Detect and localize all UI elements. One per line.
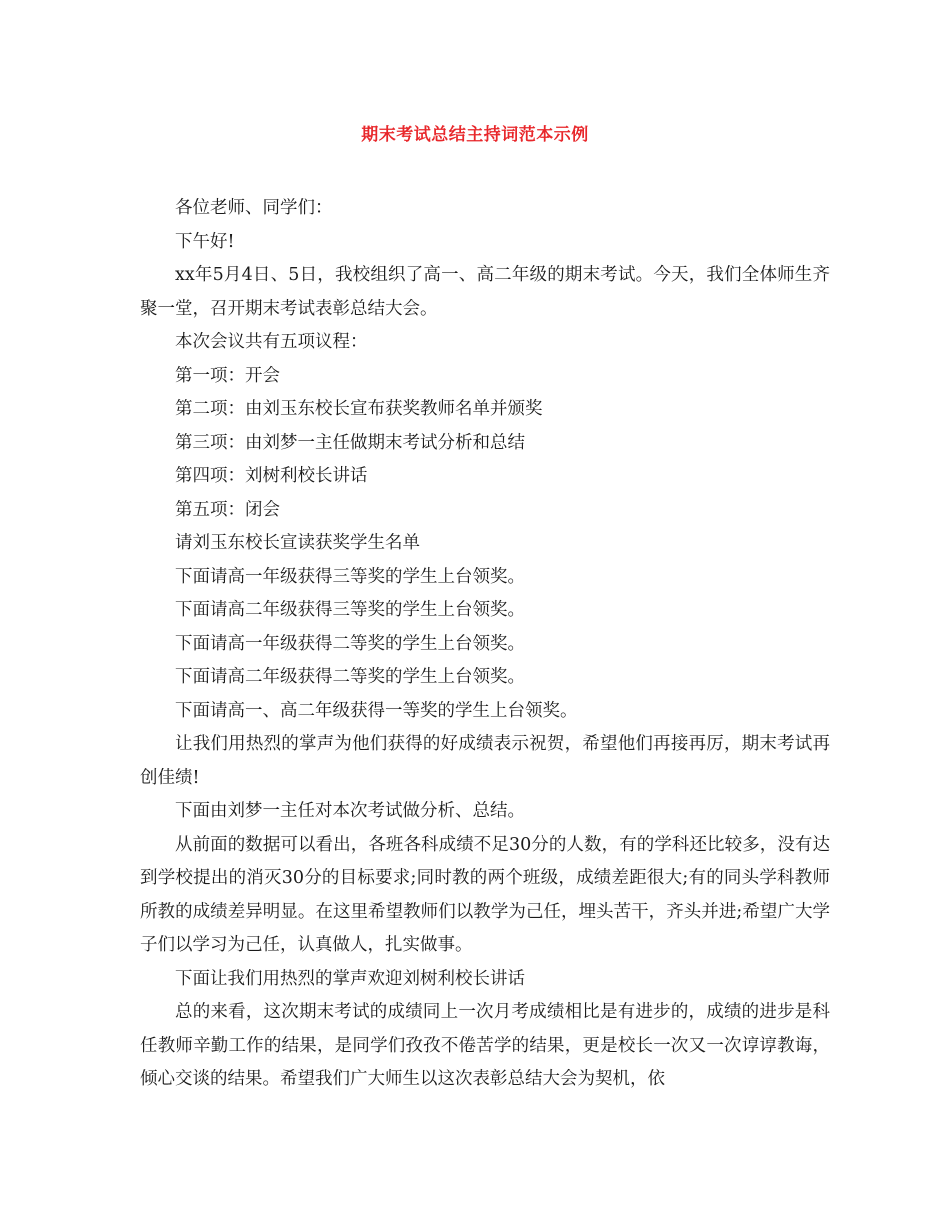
- document-title: 期末考试总结主持词范本示例: [361, 125, 589, 145]
- paragraph-student-list: 请刘玉东校长宣读获奖学生名单: [175, 533, 420, 553]
- paragraph-greeting: 各位老师、同学们：: [175, 198, 333, 218]
- agenda-item-5: 第五项：闭会: [175, 499, 280, 520]
- document-body: [140, 192, 830, 1097]
- agenda-item-1: 第一项：开会: [175, 365, 280, 386]
- agenda-item-4: 第四项：刘树利校长讲话: [175, 466, 368, 486]
- paragraph-congratulations: 让我们用热烈的掌声为他们获得的好成绩表示祝贺，希望他们再接再厉，期末考试再创佳绩!: [140, 734, 830, 788]
- paragraph-good-afternoon: 下午好!: [175, 231, 235, 252]
- paragraph-award-1: 下面请高一年级获得三等奖的学生上台领奖。: [175, 566, 525, 587]
- paragraph-award-5: 下面请高一、高二年级获得一等奖的学生上台领奖。: [175, 700, 578, 721]
- agenda-item-2: 第二项：由刘玉东校长宣布获奖教师名单并颁奖: [175, 399, 543, 419]
- paragraph-analysis: 从前面的数据可以看出，各班各科成绩不足30分的人数，有的学科还比较多，没有达到学校提出的消灭30分的目标要求;同时教的两个班级，成绩差距很大;有的同头学科教师所教的成绩差异明显。在这里希望教师们以教学为己任，埋头苦干，齐头并进;希望广大学子们以学习为己任，认真做人，扎实做事。: [140, 834, 830, 955]
- paragraph-award-3: 下面请高一年级获得二等奖的学生上台领奖。: [175, 633, 525, 654]
- paragraph-analysis-intro: 下面由刘梦一主任对本次考试做分析、总结。: [175, 801, 525, 821]
- paragraph-principal-intro: 下面让我们用热烈的掌声欢迎刘树利校长讲话: [175, 968, 525, 989]
- paragraph-summary: 总的来看，这次期末考试的成绩同上一次月考成绩相比是有进步的，成绩的进步是科任教师辛勤工作的结果，是同学们孜孜不倦苦学的结果，更是校长一次又一次谆谆教诲，倾心交谈的结果。希望我们广大师生以这次表彰总结大会为契机，依: [140, 1002, 830, 1089]
- paragraph-award-4: 下面请高二年级获得二等奖的学生上台领奖。: [175, 667, 525, 687]
- paragraph-agenda-heading: 本次会议共有五项议程：: [175, 332, 368, 352]
- paragraph-intro: xx年5月4日、5日，我校组织了高一、高二年级的期末考试。今天，我们全体师生齐聚一堂，召开期末考试表彰总结大会。: [140, 265, 830, 319]
- agenda-item-3: 第三项：由刘梦一主任做期末考试分析和总结: [175, 432, 525, 453]
- paragraph-award-2: 下面请高二年级获得三等奖的学生上台领奖。: [175, 600, 525, 620]
